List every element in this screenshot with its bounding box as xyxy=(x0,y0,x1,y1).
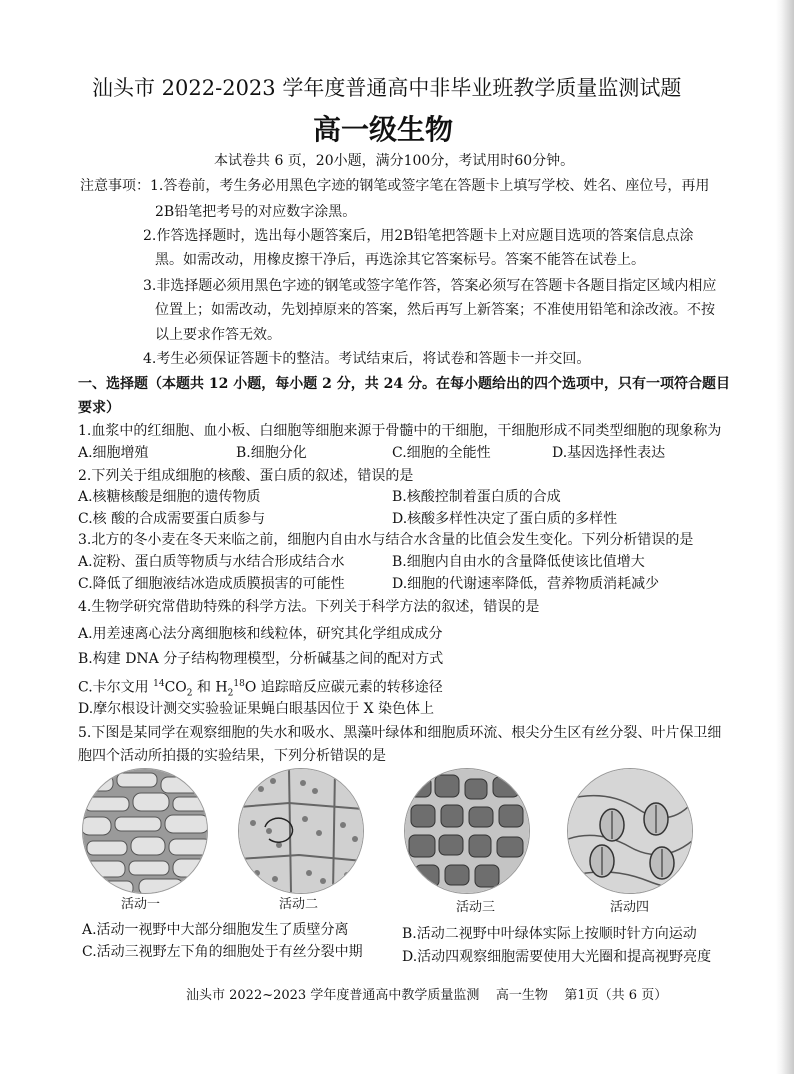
page-edge-shadow xyxy=(776,0,794,1074)
q3-option-d: D.细胞的代谢速率降低，营养物质消耗减少 xyxy=(392,576,660,592)
q1-option-d: D.基因选择性表达 xyxy=(552,445,666,461)
micrograph-activity-1 xyxy=(82,768,208,894)
q4-option-c: C.卡尔文用 $^{14}CO_2$ 和 $H_2^{18}O$ 追踪暗反应碳元素的转移途径 xyxy=(78,679,443,699)
q3-stem: 3.北方的冬小麦在冬天来临之前，细胞内自由水与结合水含量的比值会发生变化。下列分析错误的是 xyxy=(78,532,694,548)
note-2a: 2.作答选择题时，选出每小题答案后，用2B铅笔把答题卡上对应题目选项的答案信息点涂 xyxy=(143,228,694,244)
q5-stem-line2: 胞四个活动所拍摄的实验结果，下列分析错误的是 xyxy=(78,748,386,764)
q5-option-d: D.活动四观察细胞需要使用大光圈和提高视野亮度 xyxy=(402,949,712,965)
q1-option-c: C.细胞的全能性 xyxy=(392,445,491,461)
q1-stem: 1.血浆中的红细胞、血小板、白细胞等细胞来源于骨髓中的干细胞，干细胞形成不同类型细胞的现象称为 xyxy=(78,423,722,439)
q4-option-a: A.用差速离心法分离细胞核和线粒体，研究其化学组成成分 xyxy=(78,626,443,642)
notes-label: 注意事项： xyxy=(80,178,150,194)
q5-stem-line1: 5.下图是某同学在观察细胞的失水和吸水、黑藻叶绿体和细胞质环流、根尖分生区有丝分裂、叶片保卫细 xyxy=(78,725,722,741)
note-3c: 以上要求作答无效。 xyxy=(155,327,281,343)
section-1-heading: 一、选择题（本题共 12 小题，每小题 2 分，共 24 分。在每小题给出的四个选项中，只有一项符合题目 xyxy=(78,376,730,392)
micrograph-activity-3 xyxy=(404,768,530,894)
caption-activity-4: 活动四 xyxy=(610,900,650,915)
micrograph-activity-2 xyxy=(238,768,364,894)
q2-option-a: A.核糖核酸是细胞的遗传物质 xyxy=(78,489,261,505)
note-2b: 黑。如需改动，用橡皮擦干净后，再选涂其它答案标号。答案不能答在试卷上。 xyxy=(155,252,645,268)
section-1-heading-cont: 要求） xyxy=(78,400,120,416)
caption-activity-1: 活动一 xyxy=(121,897,161,912)
exam-info: 本试卷共 6 页，20小题，满分100分，考试用时60分钟。 xyxy=(214,153,575,169)
note-4: 4.考生必须保证答题卡的整洁。考试结束后，将试卷和答题卡一并交回。 xyxy=(143,351,591,367)
q5-option-c: C.活动三视野左下角的细胞处于有丝分裂中期 xyxy=(82,944,363,960)
q2-option-d: D.核酸多样性决定了蛋白质的多样性 xyxy=(392,511,618,527)
q2-option-c: C.核 酸的合成需要蛋白质参与 xyxy=(78,511,266,527)
q4-option-d: D.摩尔根设计测交实验验证果蝇白眼基因位于 X 染色体上 xyxy=(78,701,435,717)
q3-option-c: C.降低了细胞液结冰造成质膜损害的可能性 xyxy=(78,576,345,592)
micrograph-activity-4 xyxy=(567,768,693,894)
note-3b: 位置上；如需改动，先划掉原来的答案，然后再写上新答案；不准使用铅笔和涂改液。不按 xyxy=(155,302,715,318)
caption-activity-3: 活动三 xyxy=(456,900,496,915)
q4-stem: 4.生物学研究常借助特殊的科学方法。下列关于科学方法的叙述，错误的是 xyxy=(78,599,540,615)
q4-option-b: B.构建 DNA 分子结构物理模型，分析碱基之间的配对方式 xyxy=(78,651,444,667)
q1-option-b: B.细胞分化 xyxy=(236,445,307,461)
q3-option-a: A.淀粉、蛋白质等物质与水结合形成结合水 xyxy=(78,554,345,570)
subject-title: 高一级生物 xyxy=(313,113,454,146)
q5-option-a: A.活动一视野中大部分细胞发生了质壁分离 xyxy=(82,922,349,938)
q2-stem: 2.下列关于组成细胞的核酸、蛋白质的叙述，错误的是 xyxy=(78,468,414,484)
exam-title: 汕头市 2022-2023 学年度普通高中非毕业班教学质量监测试题 xyxy=(92,76,682,100)
note-1a: 1.答卷前，考生务必用黑色字迹的钢笔或签字笔在答题卡上填写学校、姓名、座位号，再用 xyxy=(150,178,710,194)
page-footer: 汕头市 2022~2023 学年度普通高中教学质量监测 高一生物 第1页（共 6 页） xyxy=(186,988,668,1003)
note-3a: 3.非选择题必须用黑色字迹的钢笔或签字笔作答，答案必须写在答题卡各题目指定区域内相应 xyxy=(143,278,717,294)
q1-option-a: A.细胞增殖 xyxy=(78,445,149,461)
q5-option-b: B.活动二视野中叶绿体实际上按顺时针方向运动 xyxy=(402,926,697,942)
caption-activity-2: 活动二 xyxy=(279,897,319,912)
q3-option-b: B.细胞内自由水的含量降低使该比值增大 xyxy=(392,554,645,570)
q2-option-b: B.核酸控制着蛋白质的合成 xyxy=(392,489,561,505)
note-1b: 2B铅笔把考号的对应数字涂黑。 xyxy=(155,204,357,220)
